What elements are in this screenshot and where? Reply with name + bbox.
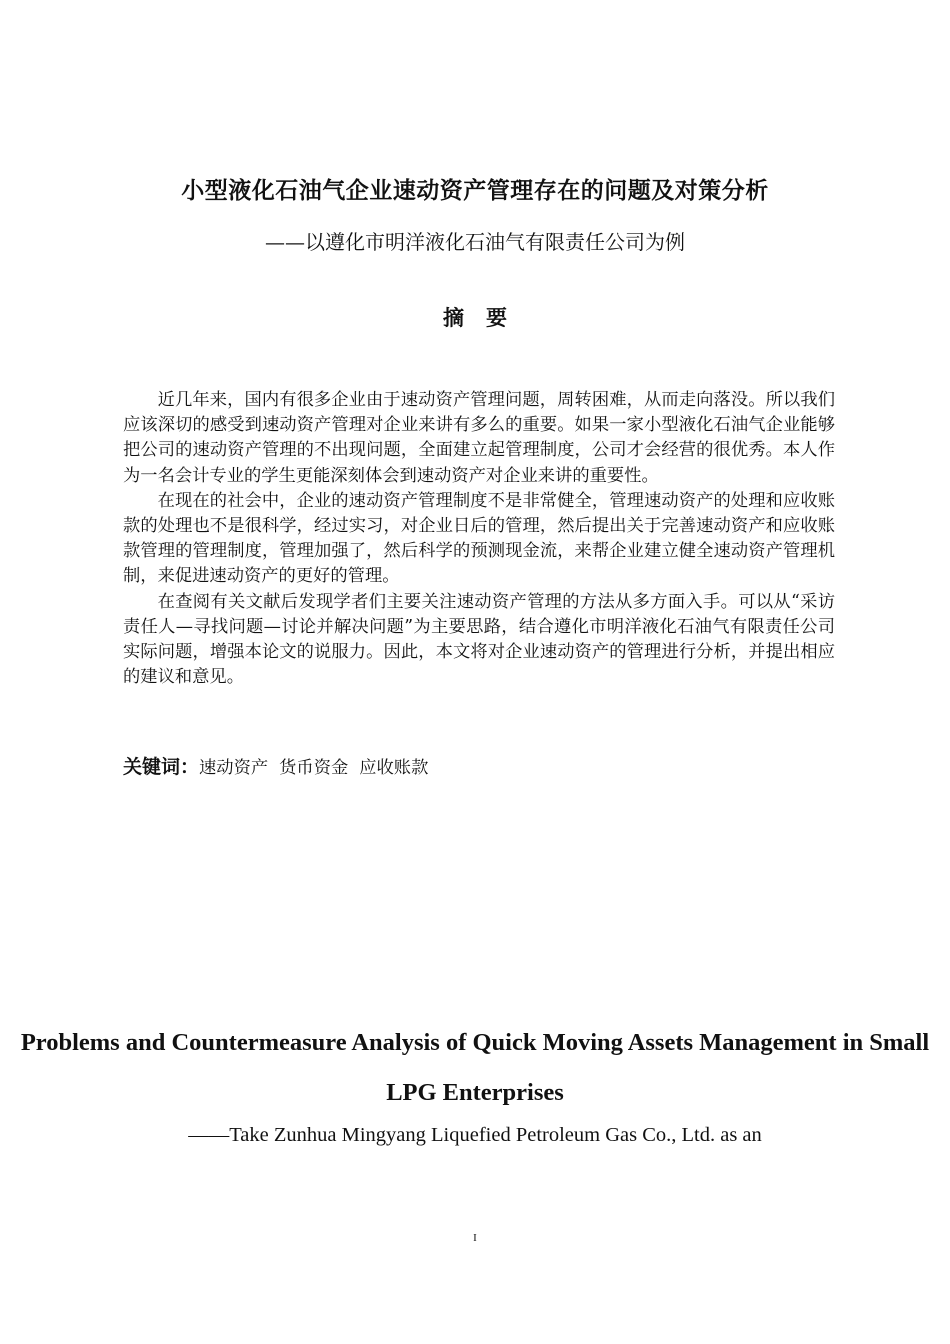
english-title: Problems and Countermeasure Analysis of Quick Moving Assets Management in Small LPG Enterprises [20, 1029, 930, 1106]
abstract-paragraph-2: 在现在的社会中，企业的速动资产管理制度不是非常健全，管理速动资产的处理和应收账款的处理也不是很科学，经过实习，对企业日后的管理，然后提出关于完善速动资产和应收账款管理的管理制度，管理加强了，然后科学的预测现金流，来帮企业建立健全速动资产管理机制，来促进速动资产的更好的管理。 [123, 490, 835, 587]
keywords-label: 关键词： [123, 756, 200, 778]
abstract-paragraph-1: 近几年来，国内有很多企业由于速动资产管理问题，周转困难，从而走向落没。所以我们应该深切的感受到速动资产管理对企业来讲有多么的重要。如果一家小型液化石油气企业能够把公司的速动资产管理的不出现问题，全面建立起管理制度，公司才会经营的很优秀。本人作为一名会计专业的学生更能深刻体会到速动资产对企业来讲的重要性。 [123, 390, 835, 486]
abstract-paragraph-3: 在查阅有关文献后发现学者们主要关注速动资产管理的方法从多方面入手。可以从“采访责任人—寻找问题—讨论并解决问题”为主要思路，结合遵化市明洋液化石油气有限责任公司实际问题，增强本论文的说服力。因此，本文将对企业速动资产的管理进行分析，并提出相应的建议和意见。 [123, 591, 835, 688]
page-number: I [473, 1232, 477, 1244]
keywords-text: 速动资产 货币资金 应收账款 [199, 758, 429, 778]
english-subtitle: ——Take Zunhua Mingyang Liquefied Petroleum Gas Co., Ltd. as an [188, 1124, 762, 1146]
document-subtitle: ——以遵化市明洋液化石油气有限责任公司为例 [265, 230, 685, 254]
abstract-body [123, 388, 835, 690]
abstract-heading: 摘要 [443, 306, 529, 330]
document-title: 小型液化石油气企业速动资产管理存在的问题及对策分析 [181, 178, 769, 204]
keywords-line [123, 752, 428, 779]
